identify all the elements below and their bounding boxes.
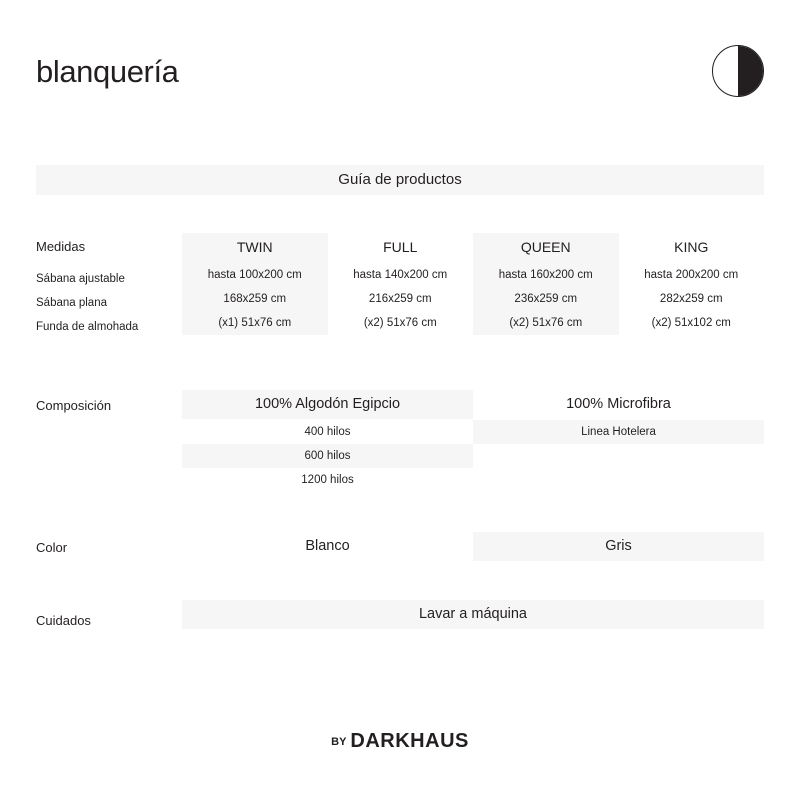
row-label-sabana-ajustable: Sábana ajustable xyxy=(36,273,125,285)
color-option-gris: Gris xyxy=(473,532,764,561)
column-header-king: KING xyxy=(674,239,709,255)
list-item: Linea Hotelera xyxy=(473,420,764,444)
table-cell: hasta 200x200 cm xyxy=(644,269,739,281)
table-cell: (x2) 51x102 cm xyxy=(651,317,731,329)
cuidados-value: Lavar a máquina xyxy=(182,600,764,629)
medidas-row-labels xyxy=(36,267,138,339)
medidas-table xyxy=(182,233,764,335)
half-filled-circle-icon xyxy=(712,45,764,97)
composicion-title-algodon: 100% Algodón Egipcio xyxy=(182,390,473,419)
section-label-medidas: Medidas xyxy=(36,239,86,254)
guide-title: Guía de productos xyxy=(338,171,462,188)
table-cell: hasta 140x200 cm xyxy=(353,269,448,281)
list-item: 600 hilos xyxy=(182,444,473,468)
medidas-column-full xyxy=(328,233,474,335)
list-item: 1200 hilos xyxy=(301,474,354,486)
table-cell: hasta 160x200 cm xyxy=(498,269,593,281)
footer-brand: DARKHAUS xyxy=(350,730,469,752)
circle-dark-half xyxy=(738,46,763,96)
table-cell: 236x259 cm xyxy=(514,293,578,305)
row-label-sabana-plana: Sábana plana xyxy=(36,297,107,309)
section-label-cuidados: Cuidados xyxy=(36,613,91,628)
section-label-composicion: Composición xyxy=(36,398,112,413)
composicion-title-microfibra: 100% Microfibra xyxy=(566,396,671,412)
footer-by-label: BY xyxy=(331,735,347,748)
medidas-column-queen xyxy=(473,233,619,335)
row-label-funda-almohada: Funda de almohada xyxy=(36,321,139,333)
section-label-color: Color xyxy=(36,540,68,555)
guide-title-bar xyxy=(36,165,764,195)
composicion-microfibra-group xyxy=(473,390,764,444)
medidas-column-twin xyxy=(182,233,328,335)
list-item: 400 hilos xyxy=(304,426,351,438)
medidas-column-king xyxy=(619,233,765,335)
table-cell: 168x259 cm xyxy=(223,293,287,305)
footer xyxy=(0,730,800,753)
page-title: blanquería xyxy=(36,54,179,89)
table-cell: 282x259 cm xyxy=(659,293,723,305)
table-cell: hasta 100x200 cm xyxy=(207,269,302,281)
table-cell: 216x259 cm xyxy=(368,293,432,305)
column-header-twin: TWIN xyxy=(236,239,273,255)
table-cell: (x2) 51x76 cm xyxy=(509,317,583,329)
column-header-queen: QUEEN xyxy=(520,239,571,255)
column-header-full: FULL xyxy=(383,239,418,255)
table-cell: (x1) 51x76 cm xyxy=(218,317,292,329)
page-header xyxy=(36,42,764,102)
composicion-algodon-group xyxy=(182,390,473,492)
color-option-blanco: Blanco xyxy=(305,538,350,554)
table-cell: (x2) 51x76 cm xyxy=(363,317,437,329)
